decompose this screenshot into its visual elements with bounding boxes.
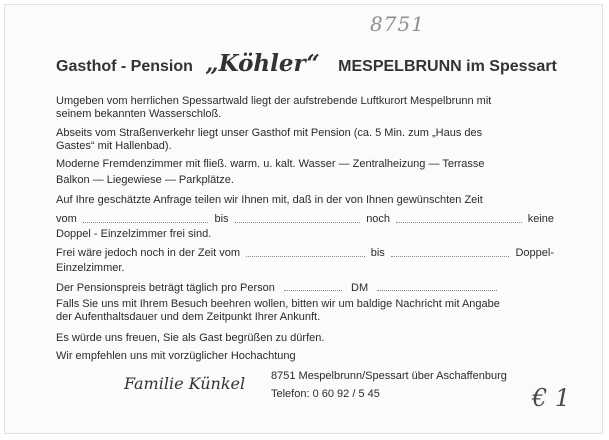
- price-line: [56, 281, 554, 295]
- fill-field-price-amount[interactable]: [377, 281, 497, 291]
- free-label: Frei wäre jedoch noch in der Zeit vom: [56, 247, 241, 259]
- free-line-1: [56, 247, 554, 260]
- address: 8751 Mespelbrunn/Spessart über Aschaffenburg: [271, 370, 507, 382]
- reply-line-1: Auf Ihre geschätzte Anfrage teilen wir Ihnen mit, daß in der von Ihnen gewünschten Zeit: [56, 194, 483, 206]
- reply-line-3: Doppel - Einzelzimmer frei sind.: [56, 228, 212, 240]
- fill-field-price[interactable]: [284, 281, 342, 291]
- reply-line-2: [56, 213, 554, 226]
- intro-line-2: seinem bekannten Wasserschloß.: [56, 108, 222, 120]
- fill-field-from[interactable]: [83, 213, 209, 223]
- price-currency: DM: [351, 282, 369, 294]
- free-doppel: Doppel-: [515, 247, 554, 259]
- free-bis: bis: [370, 247, 385, 259]
- visit-line-1: Falls Sie uns mit Ihrem Besuch beehren wollen, bitten wir um baldige Nachricht mit Angabe: [56, 298, 500, 310]
- phone: Telefon: 0 60 92 / 5 45: [271, 388, 380, 400]
- fill-field-still[interactable]: [396, 213, 522, 223]
- rooms-line-1: Moderne Fremdenzimmer mit fließ. warm. u. kalt. Wasser — Zentralheizung — Terrasse: [56, 158, 485, 170]
- fill-field-free-until[interactable]: [391, 247, 510, 257]
- reply-keine: keine: [527, 213, 555, 225]
- fill-field-until[interactable]: [235, 213, 361, 223]
- title-name: „Köhler“: [205, 50, 320, 77]
- intro-line-1: Umgeben vom herrlichen Spessartwald liegt der aufstrebende Luftkurort Mespelbrunn mit: [56, 95, 492, 107]
- price-label: Der Pensionspreis beträgt täglich pro Person: [56, 282, 275, 294]
- reply-noch: noch: [366, 213, 391, 225]
- rooms-line-2: Balkon — Liegewiese — Parkplätze.: [56, 174, 234, 186]
- pencil-price: € 1: [532, 384, 571, 412]
- location-line-2: Gastes“ mit Hallenbad).: [56, 140, 172, 152]
- reply-bis: bis: [214, 213, 229, 225]
- closing-line: Wir empfehlen uns mit vorzüglicher Hochachtung: [56, 350, 296, 362]
- visit-line-2: der Aufenthaltsdauer und dem Zeitpunkt Ihrer Ankunft.: [56, 311, 321, 323]
- page-title: [56, 50, 557, 77]
- signature: Familie Künkel: [124, 374, 246, 393]
- welcome-line: Es würde uns freuen, Sie als Gast begrüßen zu dürfen.: [56, 332, 325, 344]
- title-prefix: Gasthof - Pension: [56, 58, 193, 75]
- pencil-note: 8751: [370, 12, 425, 36]
- fill-field-free-from[interactable]: [246, 247, 365, 257]
- free-line-2: Einzelzimmer.: [56, 262, 125, 274]
- location-line-1: Abseits vom Straßenverkehr liegt unser Gasthof mit Pension (ca. 5 Min. zum „Haus des: [56, 127, 483, 139]
- reply-vom: vom: [56, 213, 77, 225]
- title-place: MESPELBRUNN im Spessart: [338, 58, 557, 75]
